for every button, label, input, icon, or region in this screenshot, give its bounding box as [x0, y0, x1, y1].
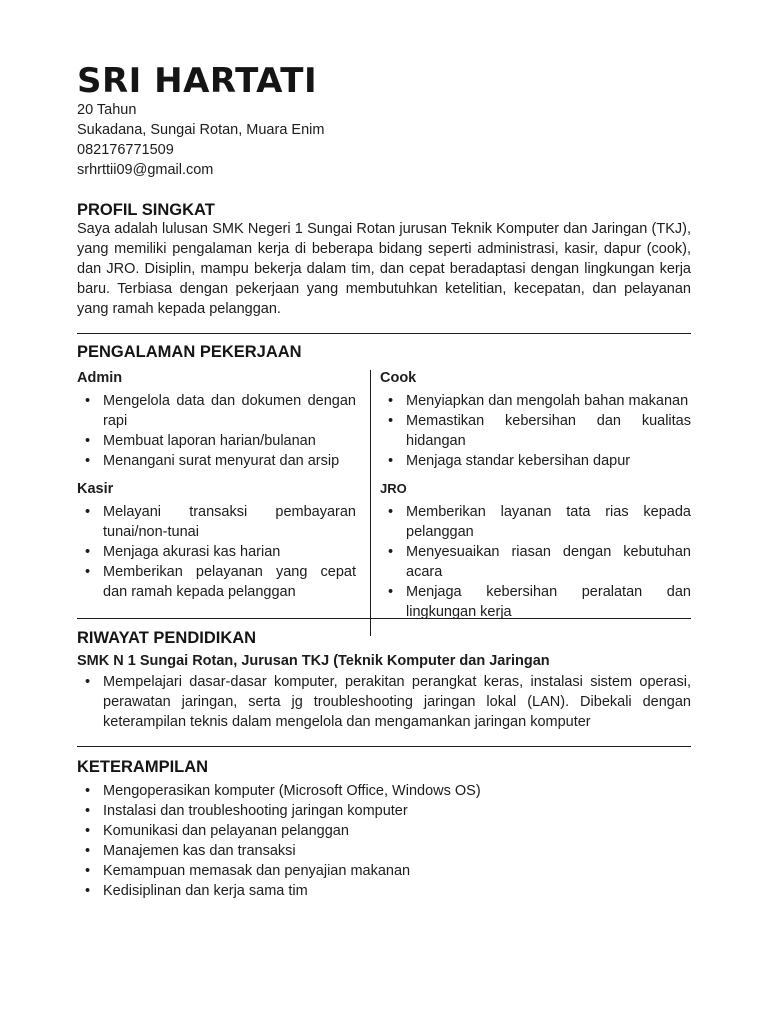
list-item: • Menjaga standar kebersihan dapur: [388, 453, 631, 469]
list-item: • Mengelola data dan dokumen dengan rapi: [85, 393, 356, 429]
jro-duties: [380, 502, 691, 622]
job-title-kasir: Kasir: [77, 481, 114, 497]
list-item: • Manajemen kas dan transaksi: [85, 843, 296, 859]
kasir-duties: [77, 502, 356, 602]
skills-title: KETERAMPILAN: [77, 758, 209, 776]
list-item: • Menangani surat menyurat dan arsip: [85, 453, 340, 469]
email-text: srhrttii09@gmail.com: [77, 162, 214, 178]
admin-duties: [77, 391, 356, 471]
profile-text: Saya adalah lulusan SMK Negeri 1 Sungai Rotan jurusan Teknik Komputer dan Jaringan (TKJ), yang memiliki pengalaman kerja di beberapa bidang seperti administrasi, kasir, dapur (cook), dan JRO. Disiplin, mampu bekerja dalam tim, dan cepat beradaptasi dengan lingkungan kerja baru. Terbiasa dengan pekerjaan yang membutuhkan ketelitian, kecepatan, dan pelayanan yang ramah kepada pelanggan.: [77, 221, 691, 317]
list-item: • Menyesuaikan riasan dengan kebutuhan acara: [388, 544, 691, 580]
list-item: • Komunikasi dan pelayanan pelanggan: [85, 823, 349, 839]
address-text: Sukadana, Sungai Rotan, Muara Enim: [77, 122, 325, 138]
list-item: • Membuat laporan harian/bulanan: [85, 433, 316, 449]
bullet-icon: •: [85, 674, 91, 690]
list-item: • Memberikan layanan tata rias kepada pelanggan: [388, 504, 691, 540]
experience-left-column: [77, 368, 356, 602]
list-item: • Memastikan kebersihan dan kualitas hidangan: [388, 413, 691, 449]
experience-columns: [77, 368, 691, 620]
list-item: • Kedisiplinan dan kerja sama tim: [85, 883, 308, 899]
list-item: • Mengoperasikan komputer (Microsoft Office, Windows OS): [85, 783, 481, 799]
bullet-icon: •: [388, 544, 394, 560]
list-item: • Memberikan pelayanan yang cepat dan ramah kepada pelanggan: [85, 564, 356, 600]
experience-right-column: [380, 368, 691, 622]
experience-title: PENGALAMAN PEKERJAAN: [77, 343, 302, 361]
bullet-icon: •: [85, 803, 91, 819]
bullet-icon: •: [85, 564, 91, 580]
list-item: • Menyiapkan dan mengolah bahan makanan: [388, 393, 689, 409]
job-title-admin: Admin: [77, 370, 123, 386]
cook-duties: [380, 391, 691, 471]
bullet-icon: •: [85, 453, 91, 469]
divider: [77, 746, 691, 747]
education-details: [77, 672, 691, 732]
skills-list: [77, 781, 691, 901]
bullet-icon: •: [388, 453, 394, 469]
school-name: SMK N 1 Sungai Rotan, Jurusan TKJ (Teknik Komputer dan Jaringan: [77, 653, 550, 669]
candidate-name: SRI HARTATI: [77, 61, 318, 101]
phone-text: 082176771509: [77, 142, 174, 158]
divider: [77, 333, 691, 334]
list-item: • Menjaga kebersihan peralatan dan lingkungan kerja: [388, 584, 691, 620]
list-item: • Instalasi dan troubleshooting jaringan komputer: [85, 803, 408, 819]
column-divider: [370, 370, 371, 636]
list-item: • Mempelajari dasar-dasar komputer, perakitan perangkat keras, instalasi sistem operasi, perawatan jaringan, serta jg troubleshooting jaringan lokal (LAN). Dibekali dengan keterampilan teknis dalam mengelola dan mengamankan jaringan komputer: [85, 674, 691, 730]
resume-page: [77, 60, 691, 901]
bullet-icon: •: [85, 883, 91, 899]
education-title: RIWAYAT PENDIDIKAN: [77, 629, 257, 647]
bullet-icon: •: [388, 413, 394, 429]
job-title-jro: JRO: [380, 481, 407, 496]
bullet-icon: •: [85, 393, 91, 409]
bullet-icon: •: [388, 584, 394, 600]
list-item: • Menjaga akurasi kas harian: [85, 544, 281, 560]
age-text: 20 Tahun: [77, 102, 137, 118]
list-item: • Kemampuan memasak dan penyajian makanan: [85, 863, 411, 879]
bullet-icon: •: [85, 783, 91, 799]
list-item: • Melayani transaksi pembayaran tunai/non-tunai: [85, 504, 356, 540]
bullet-icon: •: [85, 843, 91, 859]
contact-info: [77, 100, 691, 180]
job-title-cook: Cook: [380, 370, 417, 386]
profile-title: PROFIL SINGKAT: [77, 201, 215, 219]
bullet-icon: •: [85, 504, 91, 520]
bullet-icon: •: [85, 544, 91, 560]
bullet-icon: •: [388, 504, 394, 520]
bullet-icon: •: [85, 863, 91, 879]
bullet-icon: •: [85, 823, 91, 839]
bullet-icon: •: [388, 393, 394, 409]
bullet-icon: •: [85, 433, 91, 449]
